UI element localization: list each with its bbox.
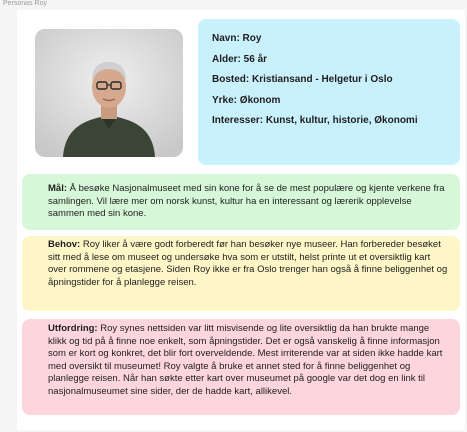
needs-label: Behov:: [48, 239, 81, 250]
needs-text: Roy liker å være godt forberedt før han besøker nye museer. Han forbereder besøket sitt med å lese om museet og undersøke hva som er utstilt, helst printe ut et oversiktlig kart over rommene og etasjene. Siden Roy ikke er fra Oslo trenger han også å finne beliggenhet og åpningstider for å planlegge reisen.: [48, 239, 448, 288]
persona-occupation: Yrke: Økonom: [212, 94, 281, 106]
profile-card: [198, 19, 460, 165]
goal-text: Å besøke Nasjonalmuseet med sin kone for å se de mest populære og kjente verkene fra samlingen. Vil lære mer om norsk kunst, kultur ha en interessant og lærerik opplevelse sammen med sin kone.: [48, 183, 445, 220]
goal-card: [22, 174, 460, 230]
frame-label: Personas Roy: [3, 0, 47, 7]
goal-label: Mål:: [48, 183, 67, 194]
person-illustration: [35, 29, 183, 157]
persona-age: Alder: 56 år: [212, 53, 268, 65]
challenge-card: [22, 319, 460, 415]
challenge-text: Roy synes nettsiden var litt misvisende og lite oversiktlig da han brukte mange klikk og tid på å finne noe enkelt, som åpningstider. Det er også vanskelig å finne informasjon som er kort og konkret, det blir fort overveldende. Mest irriterende var at siden ikke hadde kart med oversikt til museumet! Roy valgte å bruke et annet sted for å finne beliggenhet og planlegge reisen. Når han søkte etter kart over museumet på google var det dog en link til nasjonalmuseumet sine sider, der de hadde kart, allikevel.: [48, 323, 443, 397]
challenge-label: Utfordring:: [48, 323, 98, 334]
persona-interests: Interesser: Kunst, kultur, historie, Økonomi: [212, 115, 418, 126]
persona-photo: [35, 29, 183, 157]
persona-name: Navn: Roy: [212, 33, 262, 44]
needs-card: [22, 236, 460, 311]
persona-residence: Bosted: Kristiansand - Helgetur i Oslo: [212, 74, 393, 85]
